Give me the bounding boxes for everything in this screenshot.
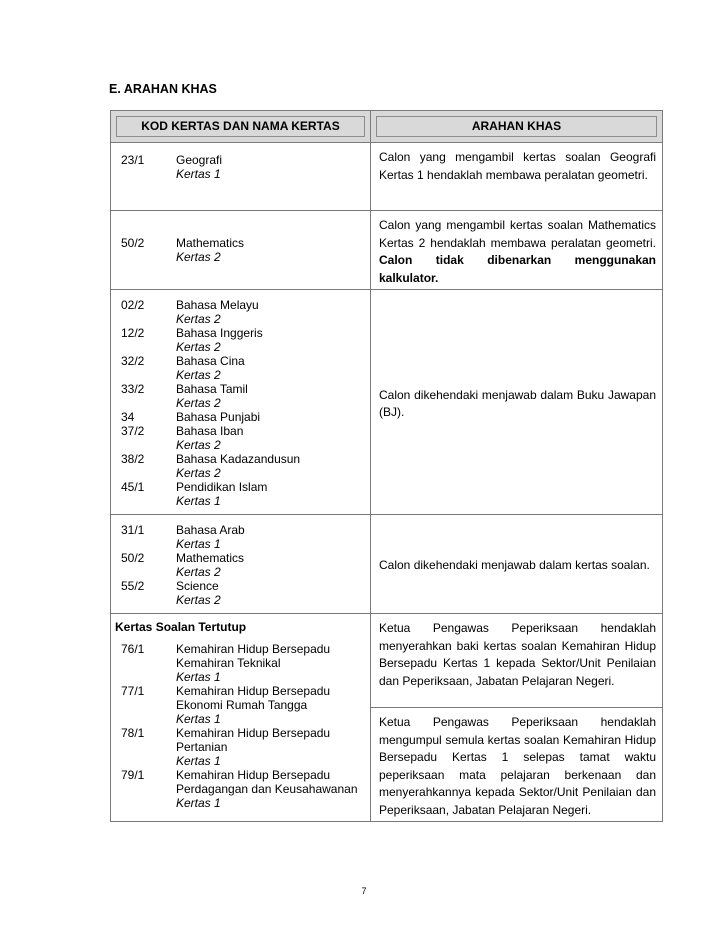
- paper-name: Science: [176, 579, 219, 593]
- paper-cell: [111, 515, 371, 614]
- paper-number: Kertas 1: [176, 712, 221, 726]
- paper-name: Bahasa Arab: [176, 523, 245, 537]
- instruction-text: Calon dikehendaki menjawab dalam Buku Jawapan (BJ).: [379, 387, 656, 419]
- paper-code: 34: [121, 410, 135, 424]
- paper-number: Kertas 2: [176, 565, 221, 579]
- paper-name: Bahasa Kadazandusun: [176, 452, 301, 466]
- instruction-cell: [371, 708, 663, 822]
- paper-subname: Kemahiran Teknikal: [176, 656, 281, 670]
- paper-code: 45/1: [121, 480, 145, 494]
- instruction-cell: [371, 515, 663, 614]
- paper-number: Kertas 1: [176, 494, 221, 508]
- paper-code: 76/1: [121, 642, 145, 656]
- table-row: [111, 143, 663, 211]
- paper-entry: [121, 452, 366, 480]
- instruction-cell: [371, 143, 663, 211]
- paper-name: Mathematics: [176, 236, 245, 250]
- paper-entry: [121, 726, 366, 768]
- paper-name: Bahasa Melayu: [176, 298, 259, 312]
- paper-entry: [121, 768, 366, 810]
- paper-cell: [111, 211, 371, 290]
- paper-entry: [121, 642, 366, 684]
- header-left-cell: [111, 111, 371, 143]
- paper-entry: [121, 523, 366, 551]
- paper-code: 50/2: [121, 236, 145, 250]
- closed-papers-cell: [111, 614, 371, 822]
- paper-code: 02/2: [121, 298, 145, 312]
- instruction-text: Calon dikehendaki menjawab dalam kertas soalan.: [379, 558, 650, 573]
- paper-number: Kertas 2: [176, 312, 221, 326]
- paper-name: Kemahiran Hidup Bersepadu: [176, 768, 331, 782]
- paper-code: 50/2: [121, 551, 145, 565]
- paper-code: 37/2: [121, 424, 145, 438]
- header-right-cell: [371, 111, 663, 143]
- instruction-cell: [371, 614, 663, 708]
- paper-code: 23/1: [121, 153, 145, 167]
- paper-name: Bahasa Tamil: [176, 382, 248, 396]
- paper-entry: [121, 236, 366, 264]
- paper-number: Kertas 2: [176, 340, 221, 354]
- paper-number: Kertas 2: [176, 396, 221, 410]
- instruction-text: Calon yang mengambil kertas soalan Mathematics Kertas 2 hendaklah membawa peralatan geometri.: [379, 218, 656, 250]
- paper-cell: [111, 143, 371, 211]
- paper-entry: [121, 551, 366, 579]
- paper-code: 78/1: [121, 726, 145, 740]
- table-row: [111, 290, 663, 515]
- section-title: E. ARAHAN KHAS: [109, 82, 217, 96]
- paper-name: Mathematics: [176, 551, 245, 565]
- paper-code: 38/2: [121, 452, 145, 466]
- paper-code: 55/2: [121, 579, 145, 593]
- paper-entry: [121, 684, 366, 726]
- paper-subname: Ekonomi Rumah Tangga: [176, 698, 308, 712]
- paper-entry: [121, 326, 366, 354]
- paper-entry: [121, 298, 366, 326]
- table-row: [111, 515, 663, 614]
- paper-number: Kertas 2: [176, 593, 221, 607]
- paper-subname: Perdagangan dan Keusahawanan: [176, 782, 358, 796]
- paper-code: 79/1: [121, 768, 145, 782]
- paper-entry: [121, 153, 366, 181]
- header-special-instructions: ARAHAN KHAS: [376, 116, 657, 137]
- table-row: [111, 211, 663, 290]
- header-paper-code-name: KOD KERTAS DAN NAMA KERTAS: [116, 116, 365, 137]
- paper-cell: [111, 290, 371, 515]
- paper-number: Kertas 1: [176, 754, 221, 768]
- paper-number: Kertas 1: [176, 537, 221, 551]
- paper-number: Kertas 2: [176, 250, 221, 264]
- paper-entry: [121, 382, 366, 410]
- paper-name: Pendidikan Islam: [176, 480, 268, 494]
- table-row: [111, 614, 663, 708]
- paper-subname: Pertanian: [176, 740, 228, 754]
- paper-name: Kemahiran Hidup Bersepadu: [176, 726, 331, 740]
- paper-name: Bahasa Cina: [176, 354, 245, 368]
- table-header-row: [111, 111, 663, 143]
- instruction-bold-text: Calon tidak dibenarkan menggunakan kalkulator.: [379, 253, 656, 285]
- instruction-cell: [371, 211, 663, 290]
- paper-code: 31/1: [121, 523, 145, 537]
- paper-entry: [121, 354, 366, 382]
- instruction-text: Ketua Pengawas Peperiksaan hendaklah menyerahkan baki kertas soalan Kemahiran Hidup Bersepadu Kertas 1 kepada Sektor/Unit Penilaian dan Peperiksaan, Jabatan Pelajaran Negeri.: [379, 621, 656, 688]
- instruction-text: Calon yang mengambil kertas soalan Geografi Kertas 1 hendaklah membawa peralatan geometri.: [379, 150, 656, 182]
- paper-entry: [121, 424, 366, 452]
- paper-code: 32/2: [121, 354, 145, 368]
- paper-name: Bahasa Punjabi: [176, 410, 261, 424]
- paper-number: Kertas 2: [176, 368, 221, 382]
- special-instructions-table: [110, 110, 663, 822]
- paper-number: Kertas 1: [176, 796, 221, 810]
- paper-code: 33/2: [121, 382, 145, 396]
- paper-number: Kertas 1: [176, 670, 221, 684]
- paper-number: Kertas 2: [176, 466, 221, 480]
- paper-name: Geografi: [176, 153, 223, 167]
- paper-entry: [121, 410, 366, 424]
- paper-name: Bahasa Iban: [176, 424, 244, 438]
- paper-name: Bahasa Inggeris: [176, 326, 263, 340]
- closed-papers-title: Kertas Soalan Tertutup: [115, 620, 247, 634]
- paper-code: 77/1: [121, 684, 145, 698]
- paper-name: Kemahiran Hidup Bersepadu: [176, 684, 331, 698]
- instruction-text: Ketua Pengawas Peperiksaan hendaklah mengumpul semula kertas soalan Kemahiran Hidup Bersepadu Kertas 1 selepas tamat waktu peperiksaan mata pelajaran berkenaan dan menyerahkannya kepada Sektor/Unit Penilaian dan Peperiksaan, Jabatan Pelajaran Negeri.: [379, 715, 656, 817]
- paper-entry: [121, 579, 366, 607]
- paper-entry: [121, 480, 366, 508]
- paper-number: Kertas 2: [176, 438, 221, 452]
- paper-name: Kemahiran Hidup Bersepadu: [176, 642, 331, 656]
- instruction-cell: [371, 290, 663, 515]
- page-number: 7: [361, 886, 367, 896]
- paper-code: 12/2: [121, 326, 145, 340]
- paper-number: Kertas 1: [176, 167, 221, 181]
